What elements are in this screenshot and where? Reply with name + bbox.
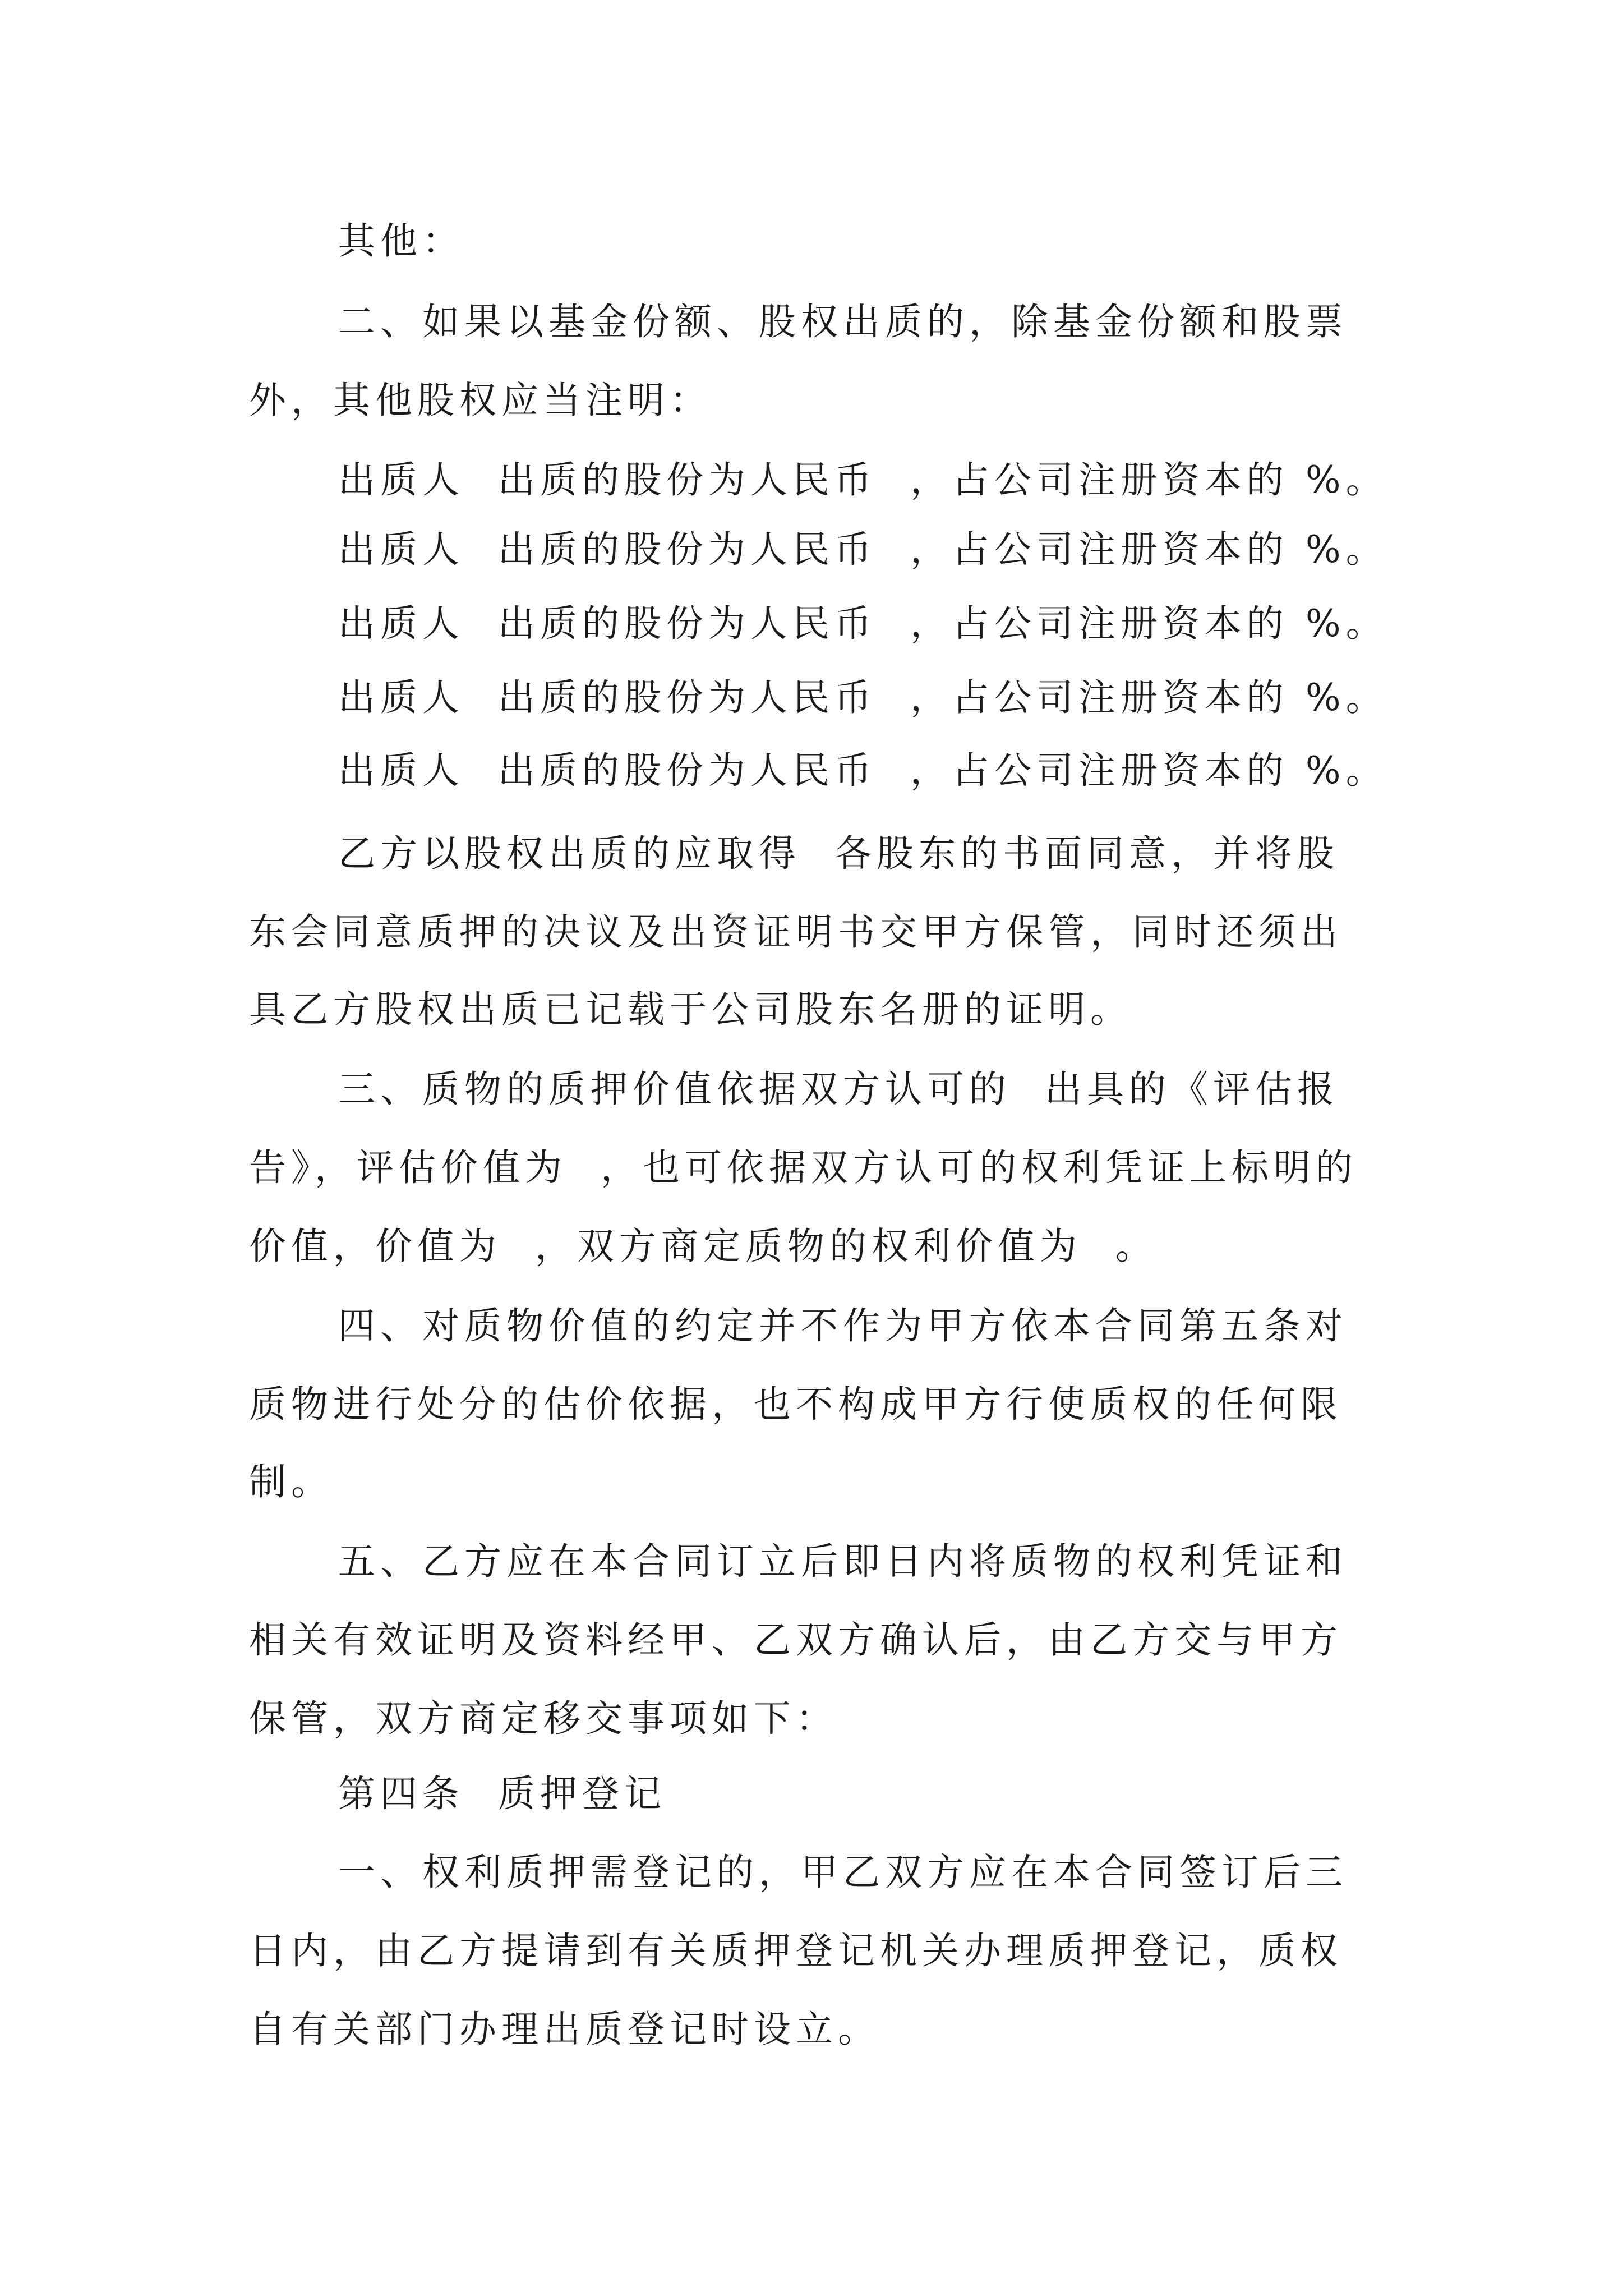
paragraph-line: 自有关部门办理出质登记时设立。	[249, 2008, 880, 2051]
paragraph-line: 保管，双方商定移交事项如下：	[249, 1697, 838, 1740]
paragraph-line: 三、质物的质押价值依据双方认可的 出具的《评估报	[338, 1068, 1339, 1111]
paragraph-line: 价值，价值为 ，双方商定质物的权利价值为 。	[249, 1225, 1158, 1268]
paragraph-line: 一、权利质押需登记的，甲乙双方应在本合同签订后三	[338, 1851, 1348, 1894]
paragraph-line: 五、乙方应在本合同订立后即日内将质物的权利凭证和	[338, 1540, 1348, 1583]
pledgor-share-line: 出质人 出质的股份为人民币 ，占公司注册资本的 %。	[338, 676, 1388, 719]
paragraph-line: 二、如果以基金份额、股权出质的，除基金份额和股票	[338, 300, 1348, 343]
paragraph-line: 质物进行处分的估价依据，也不构成甲方行使质权的任何限	[249, 1383, 1343, 1426]
text-line: 其他：	[338, 219, 464, 263]
paragraph-line: 东会同意质押的决议及出资证明书交甲方保管，同时还须出	[249, 910, 1343, 954]
paragraph-line: 相关有效证明及资料经甲、乙双方确认后，由乙方交与甲方	[249, 1618, 1343, 1662]
paragraph-line: 具乙方股权出质已记载于公司股东名册的证明。	[249, 988, 1132, 1031]
paragraph-line: 告》，评估价值为 ，也可依据双方认可的权利凭证上标明的	[249, 1146, 1358, 1189]
paragraph-line: 外，其他股权应当注明：	[249, 379, 712, 422]
article-heading: 第四条 质押登记	[338, 1772, 666, 1815]
pledgor-share-line: 出质人 出质的股份为人民币 ，占公司注册资本的 %。	[338, 528, 1388, 571]
pledgor-share-line: 出质人 出质的股份为人民币 ，占公司注册资本的 %。	[338, 458, 1388, 501]
paragraph-line: 制。	[249, 1460, 333, 1503]
paragraph-line: 四、对质物价值的约定并不作为甲方依本合同第五条对	[338, 1304, 1348, 1347]
paragraph-line: 日内，由乙方提请到有关质押登记机关办理质押登记，质权	[249, 1929, 1343, 1972]
paragraph-line: 乙方以股权出质的应取得 各股东的书面同意，并将股	[338, 832, 1339, 875]
pledgor-share-line: 出质人 出质的股份为人民币 ，占公司注册资本的 %。	[338, 749, 1388, 792]
pledgor-share-line: 出质人 出质的股份为人民币 ，占公司注册资本的 %。	[338, 602, 1388, 645]
